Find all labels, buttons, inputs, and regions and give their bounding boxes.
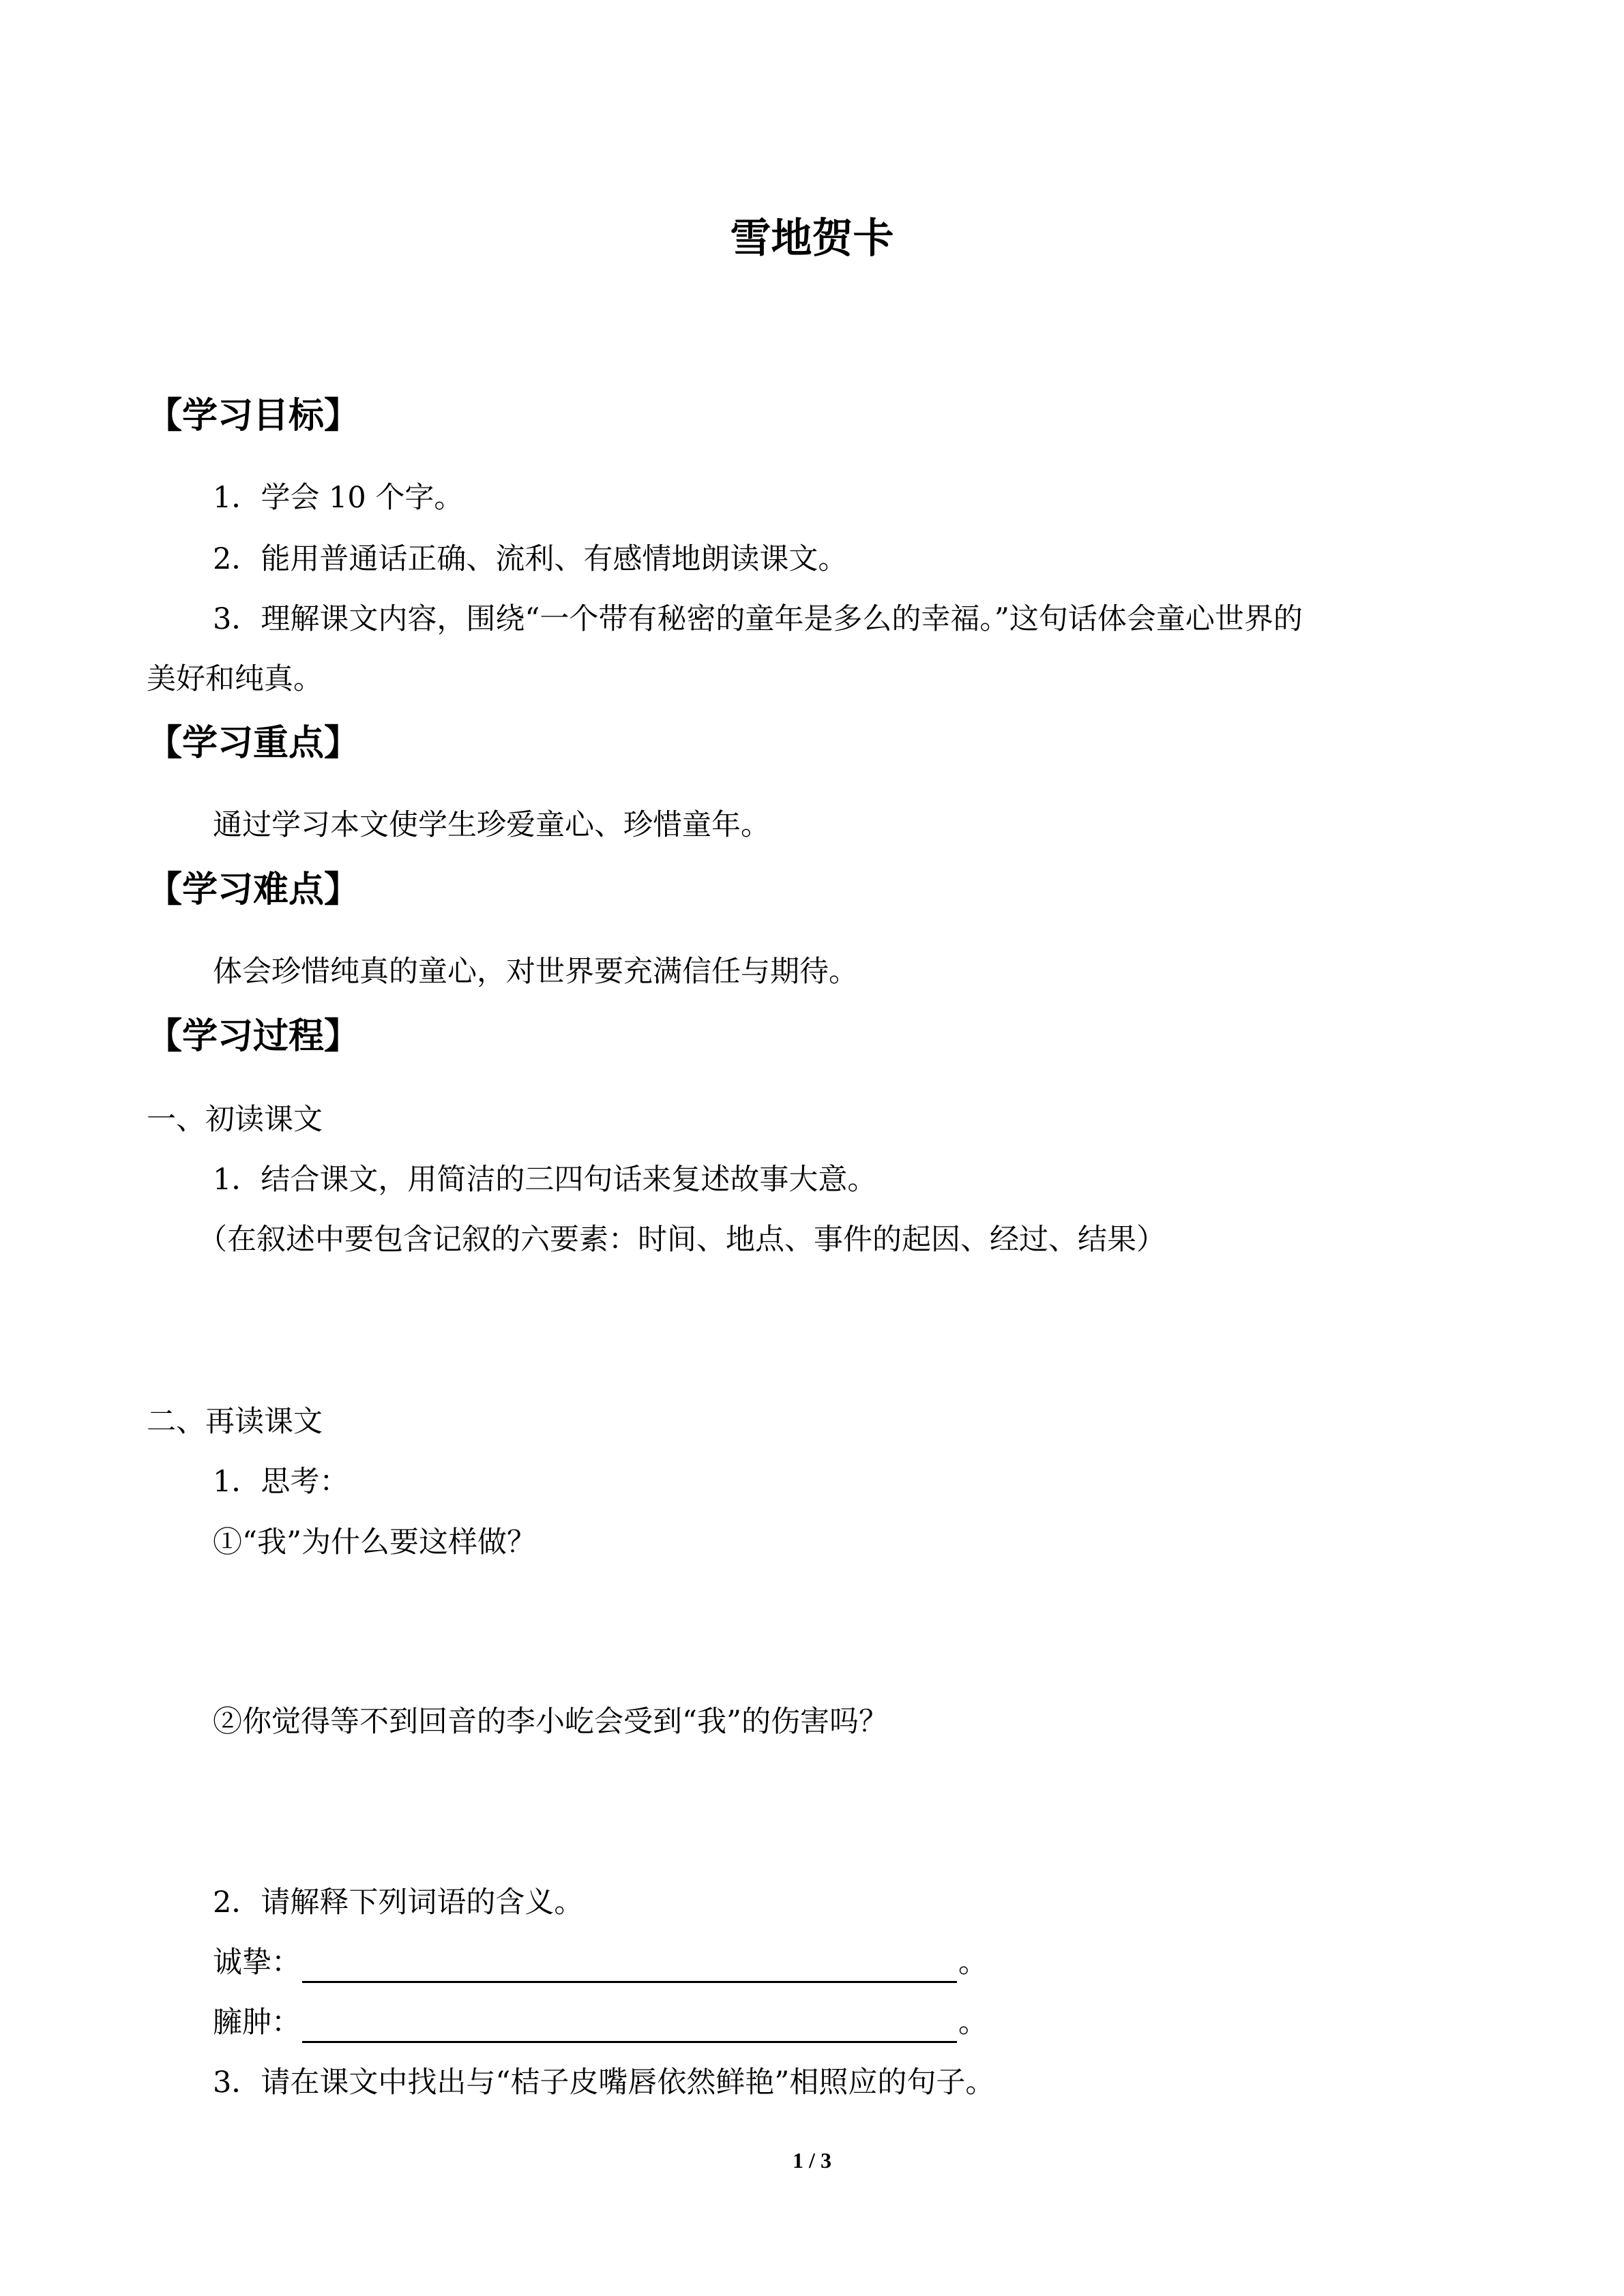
goal-item-3: 3．理解课文内容，围绕“一个带有秘密的童年是多么的幸福。”这句话体会童心世界的 [213, 602, 1303, 636]
vocab-period-2: 。 [958, 2006, 988, 2040]
part2-question-1: 1．思考： [213, 1465, 349, 1499]
vocab-word-2: 臃肿： [213, 2006, 301, 2040]
vocab-word-1: 诚挚： [213, 1945, 301, 1980]
part1-question-1: 1．结合课文，用简洁的三四句话来复述故事大意。 [213, 1163, 877, 1197]
heading-process: 【学习过程】 [147, 1016, 360, 1057]
answer-blank-2[interactable] [302, 2011, 957, 2043]
goal-item-3-cont: 美好和纯真。 [147, 662, 323, 696]
heading-keypoints: 【学习重点】 [147, 723, 360, 764]
part1-note: （在叙述中要包含记叙的六要素：时间、地点、事件的起因、经过、结果） [198, 1223, 1166, 1257]
part1-title: 一、初读课文 [147, 1103, 323, 1137]
part2-question-1b: ②你觉得等不到回音的李小屹会受到“我”的伤害吗？ [213, 1705, 888, 1739]
difficulties-text: 体会珍惜纯真的童心，对世界要充满信任与期待。 [213, 955, 858, 989]
part2-question-2: 2．请解释下列词语的含义。 [213, 1885, 584, 1920]
vocab-line-1 [213, 1942, 988, 1983]
heading-goals: 【学习目标】 [147, 396, 360, 436]
vocab-line-2 [213, 2002, 988, 2043]
part2-title: 二、再读课文 [147, 1405, 323, 1439]
page-number: 1 / 3 [793, 2148, 831, 2173]
goal-item-2: 2．能用普通话正确、流利、有感情地朗读课文。 [213, 542, 848, 576]
part2-question-3: 3．请在课文中找出与“桔子皮嘴唇依然鲜艳”相照应的句子。 [213, 2066, 995, 2100]
part2-question-1a: ①“我”为什么要这样做？ [213, 1525, 536, 1560]
keypoints-text: 通过学习本文使学生珍爱童心、珍惜童年。 [213, 808, 770, 842]
goal-item-1: 1．学会 10 个字。 [213, 481, 464, 515]
vocab-period-1: 。 [958, 1945, 988, 1980]
document-title: 雪地贺卡 [730, 215, 894, 263]
answer-blank-1[interactable] [302, 1951, 957, 1983]
heading-difficulties: 【学习难点】 [147, 869, 360, 910]
